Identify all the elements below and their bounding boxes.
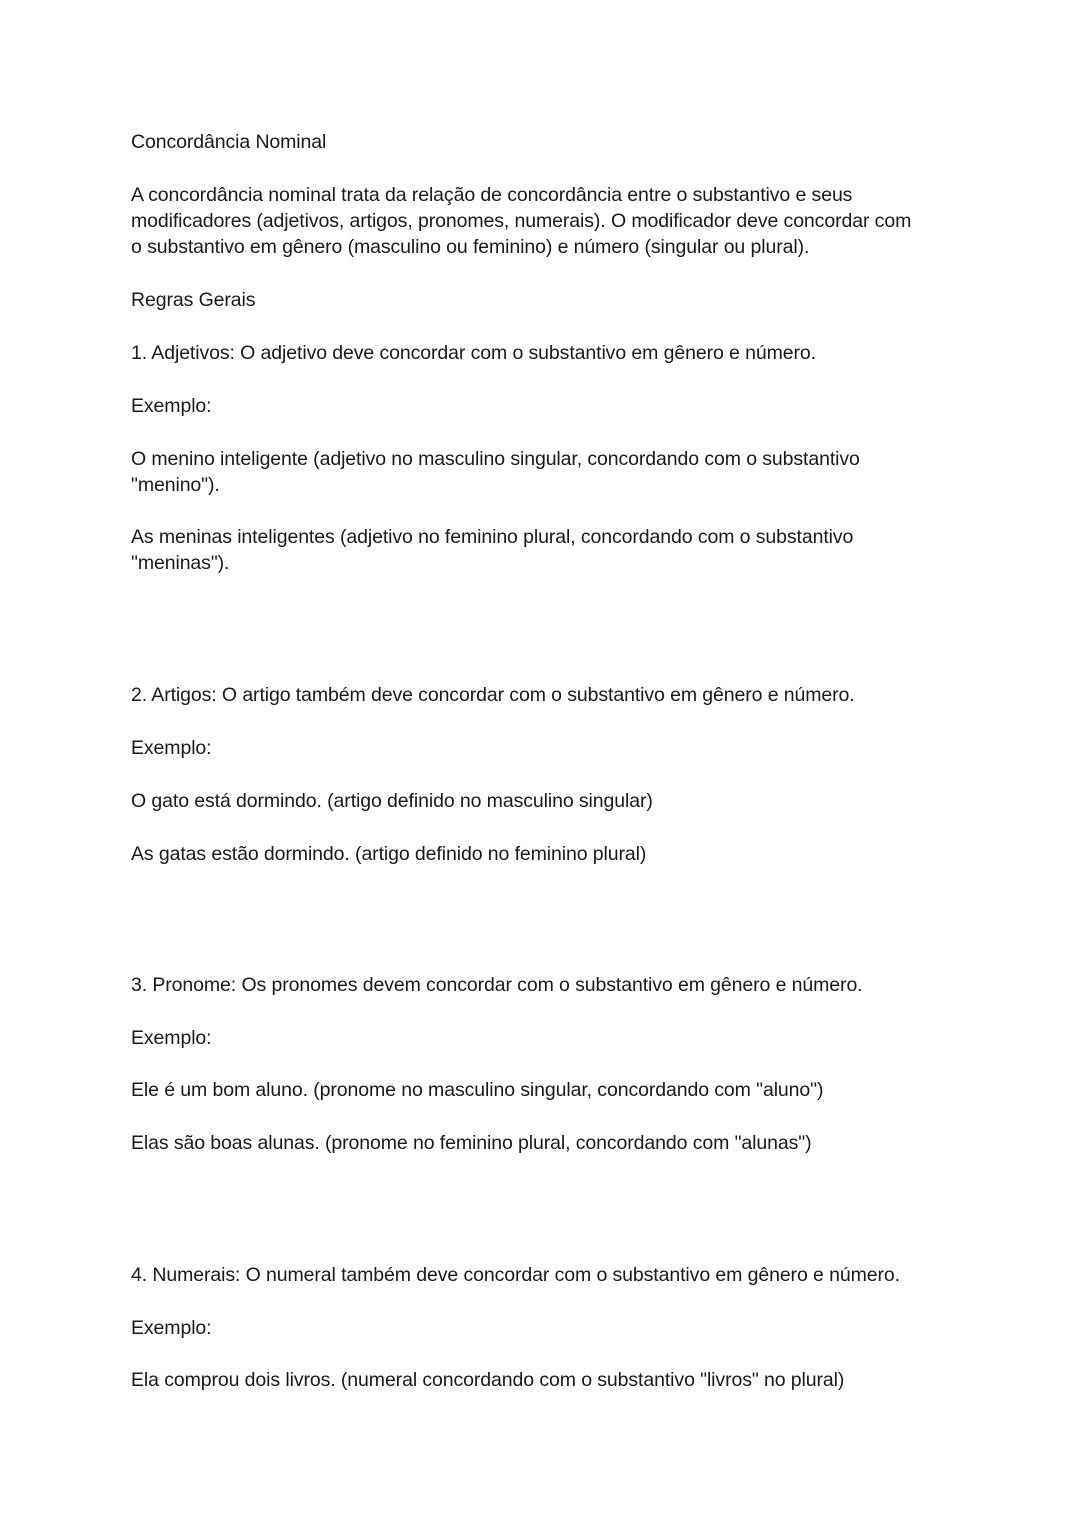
example-label: Exemplo:	[131, 737, 212, 759]
example-line: Elas são boas alunas. (pronome no feminino plural, concordando com "alunas")	[131, 1132, 812, 1154]
example-line: O menino inteligente (adjetivo no masculino singular, concordando com o substantivo	[131, 448, 860, 470]
intro-line: modificadores (adjetivos, artigos, pronomes, numerais). O modificador deve concordar com	[131, 210, 912, 232]
rule-text: 1. Adjetivos: O adjetivo deve concordar com o substantivo em gênero e número.	[131, 342, 816, 364]
example-line: "menino").	[131, 474, 220, 496]
example-line: As gatas estão dormindo. (artigo definido no feminino plural)	[131, 843, 647, 865]
example-label: Exemplo:	[131, 1317, 212, 1339]
example-line: Ela comprou dois livros. (numeral concordando com o substantivo "livros" no plural)	[131, 1369, 845, 1391]
section-heading: Regras Gerais	[131, 289, 256, 311]
example-line: As meninas inteligentes (adjetivo no feminino plural, concordando com o substantivo	[131, 526, 854, 548]
example-line: O gato está dormindo. (artigo definido no masculino singular)	[131, 790, 653, 812]
intro-line: A concordância nominal trata da relação de concordância entre o substantivo e seus	[131, 184, 853, 206]
example-label: Exemplo:	[131, 395, 212, 417]
example-label: Exemplo:	[131, 1027, 212, 1049]
example-line: Ele é um bom aluno. (pronome no masculino singular, concordando com "aluno")	[131, 1079, 824, 1101]
rule-text: 2. Artigos: O artigo também deve concordar com o substantivo em gênero e número.	[131, 684, 855, 706]
rule-text: 3. Pronome: Os pronomes devem concordar com o substantivo em gênero e número.	[131, 974, 863, 996]
document-title: Concordância Nominal	[131, 131, 327, 153]
intro-line: o substantivo em gênero (masculino ou feminino) e número (singular ou plural).	[131, 236, 810, 258]
rule-text: 4. Numerais: O numeral também deve concordar com o substantivo em gênero e número.	[131, 1264, 900, 1286]
example-line: "meninas").	[131, 552, 230, 574]
